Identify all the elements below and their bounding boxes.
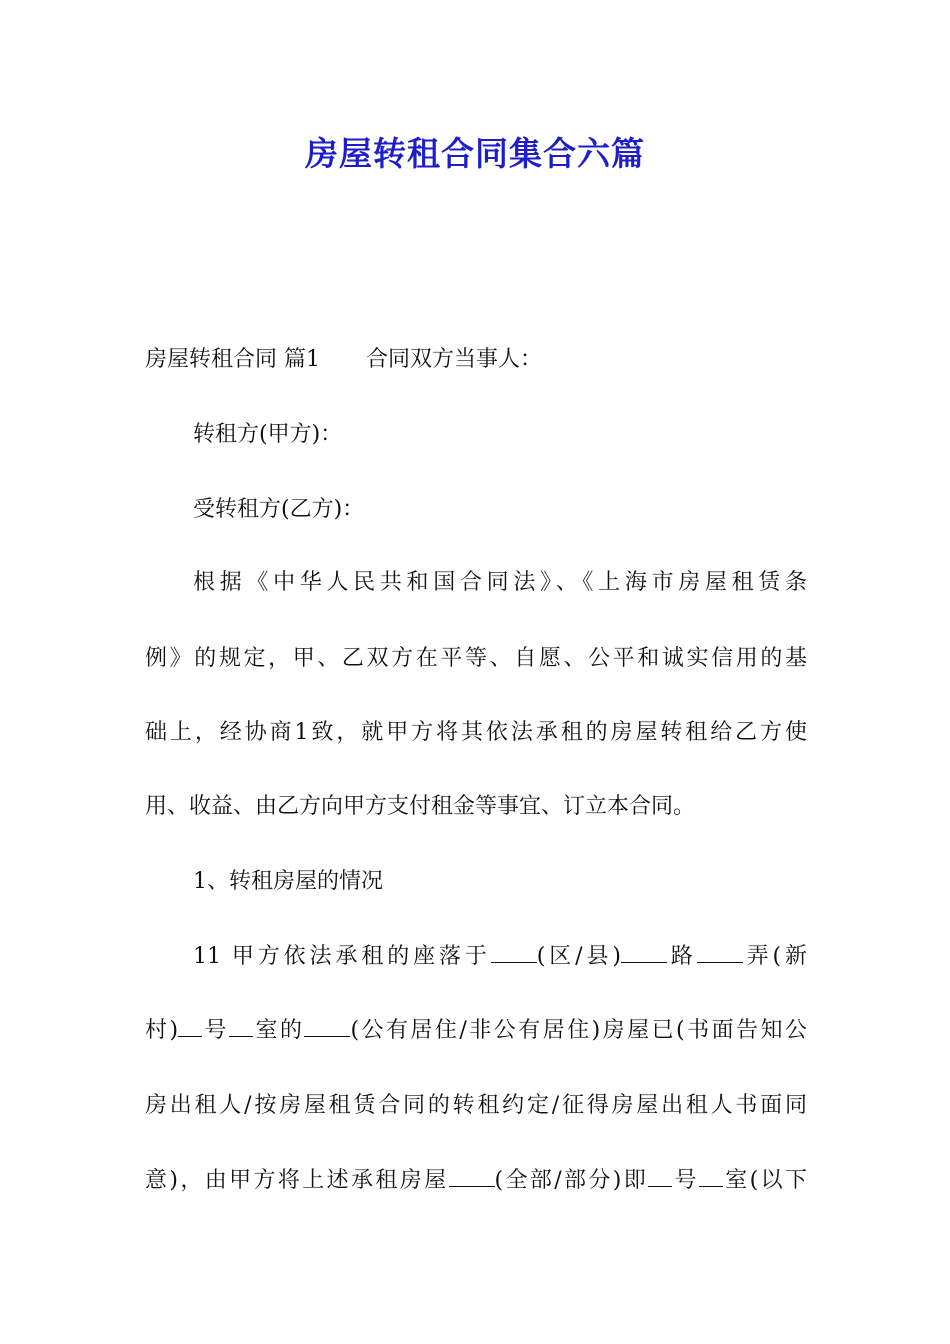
fill-blank <box>648 1166 672 1187</box>
clause-1-1-line-1: 11 甲方依法承租的座落于 (区/县) 路 弄(新 <box>193 944 807 969</box>
contract-heading-label: 房屋转租合同 篇1 <box>145 347 320 372</box>
party-b-line: 受转租方(乙方)： <box>193 497 365 522</box>
fill-blank <box>304 1016 350 1037</box>
preamble-line-1: 根据《中华人民共和国合同法》、《上海市房屋租赁条 <box>193 570 807 595</box>
fill-blank <box>697 942 743 963</box>
fill-blank <box>491 942 537 963</box>
clause-1-1-line-4: 意)，由甲方将上述承租房屋 (全部/部分)即 号 室(以下 <box>145 1168 807 1193</box>
preamble-line-2: 例》的规定，甲、乙双方在平等、自愿、公平和诚实信用的基 <box>145 646 807 671</box>
preamble-line-4: 用、收益、由乙方向甲方支付租金等事宜、订立本合同。 <box>145 794 696 819</box>
clause-1-1-line-2: 村) 号 室的 (公有居住/非公有居住)房屋已(书面告知公 <box>145 1018 807 1043</box>
preamble-line-3: 础上，经协商1致，就甲方将其依法承租的房屋转租给乙方使 <box>145 720 807 745</box>
fill-blank <box>621 942 667 963</box>
clause-1-1-line-3: 房出租人/按房屋租赁合同的转租约定/征得房屋出租人书面同 <box>145 1093 807 1118</box>
fill-blank <box>449 1166 495 1187</box>
party-a-line: 转租方(甲方)： <box>193 422 343 447</box>
fill-blank <box>229 1016 253 1037</box>
contract-heading <box>145 345 807 375</box>
section-1-title: 1、转租房屋的情况 <box>193 869 383 894</box>
fill-blank <box>178 1016 202 1037</box>
document-title: 房屋转租合同集合六篇 <box>305 134 645 173</box>
fill-blank <box>699 1166 723 1187</box>
contract-heading-intro: 合同双方当事人： <box>366 347 543 372</box>
